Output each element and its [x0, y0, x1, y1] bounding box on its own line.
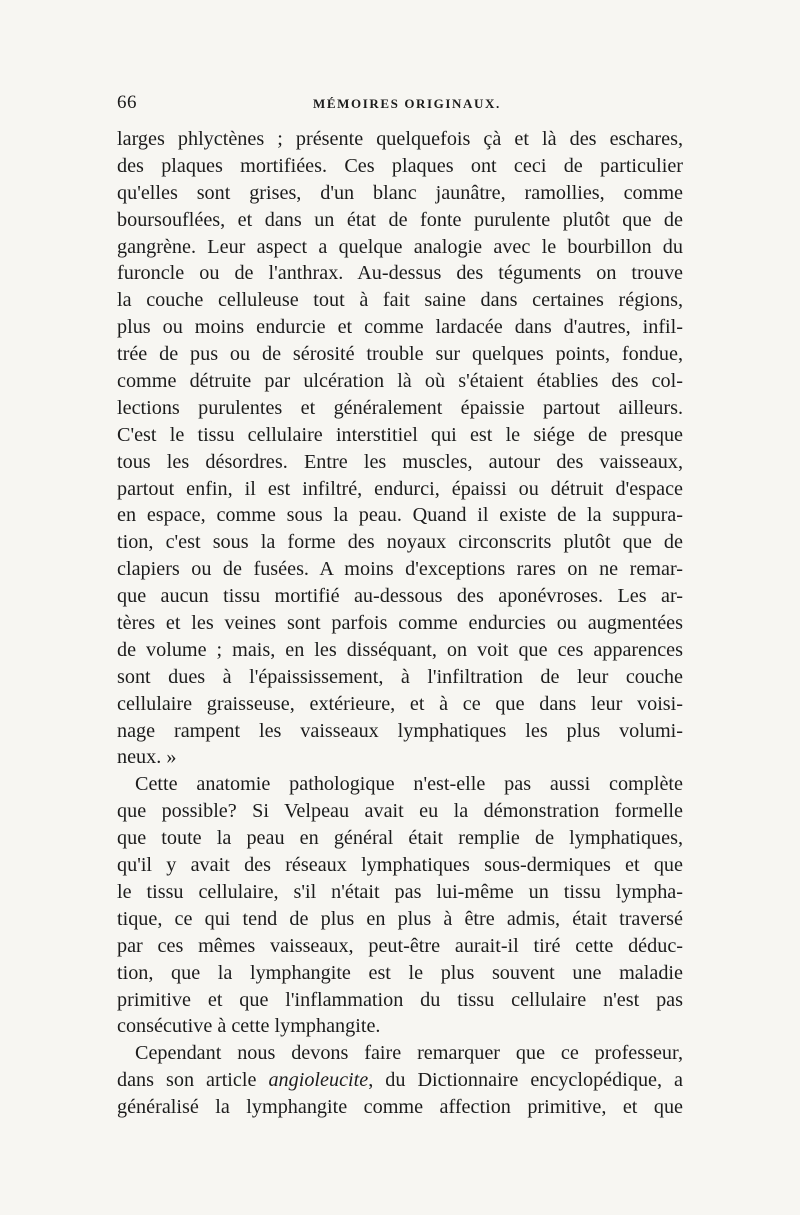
text-line: qu'il y avait des réseaux lymphatiques sous-dermiques et que: [117, 854, 683, 877]
text-line: de volume ; mais, en les disséquant, on voit que ces apparences: [117, 638, 683, 661]
text-line: larges phlyctènes ; présente quelquefois çà et là des eschares,: [117, 128, 683, 150]
text-line: plus ou moins endurcie et comme lardacée dans d'autres, infil-: [117, 316, 683, 339]
text-fragment: dans son article: [117, 1069, 257, 1092]
page-number: 66: [117, 92, 137, 113]
text-line: que aucun tissu mortifié au-dessous des aponévroses. Les ar-: [117, 585, 683, 608]
page-header: [117, 92, 683, 118]
body-text: [117, 126, 683, 1121]
text-line: en espace, comme sous la peau. Quand il existe de la suppura-: [117, 504, 683, 527]
paragraph-start-line: Cette anatomie pathologique n'est-elle pas aussi complète: [135, 773, 683, 796]
text-fragment: , du Dictionnaire encyclopédique, a: [368, 1069, 683, 1092]
text-line: que possible? Si Velpeau avait eu la démonstration formelle: [117, 800, 683, 823]
text-line: clapiers ou de fusées. A moins d'exceptions rares on ne remar-: [117, 558, 683, 581]
text-line: C'est le tissu cellulaire interstitiel qui est le siége de presque: [117, 423, 683, 446]
text-line: nage rampent les vaisseaux lymphatiques les plus volumi-: [117, 719, 683, 742]
text-line: gangrène. Leur aspect a quelque analogie avec le bourbillon du: [117, 235, 683, 258]
text-line: sont dues à l'épaississement, à l'infiltration de leur couche: [117, 665, 683, 688]
text-line: lections purulentes et généralement épaissie partout ailleurs.: [117, 396, 683, 419]
text-line: généralisé la lymphangite comme affection primitive, et que: [117, 1096, 683, 1119]
text-line: tères et les veines sont parfois comme endurcies ou augmentées: [117, 612, 683, 635]
text-line: furoncle ou de l'anthrax. Au-dessus des téguments on trouve: [117, 262, 683, 285]
text-line: partout enfin, il est infiltré, endurci, épaissi ou détruit d'espace: [117, 477, 683, 500]
paragraph-start-line: Cependant nous devons faire remarquer que ce professeur,: [135, 1042, 683, 1065]
book-page: [117, 92, 683, 1121]
text-line: trée de pus ou de sérosité trouble sur quelques points, fondue,: [117, 343, 683, 366]
italic-term: angioleucite: [268, 1069, 369, 1092]
running-title: MÉMOIRES ORIGINAUX.: [313, 96, 501, 111]
text-line: cellulaire graisseuse, extérieure, et à ce que dans leur voisi-: [117, 692, 683, 715]
text-line: par ces mêmes vaisseaux, peut-être aurait-il tiré cette déduc-: [117, 934, 683, 957]
text-line: neux. »: [117, 746, 177, 769]
text-line: qu'elles sont grises, d'un blanc jaunâtre, ramollies, comme: [117, 181, 683, 204]
text-line: la couche celluleuse tout à fait saine dans certaines régions,: [117, 289, 683, 312]
text-line: consécutive à cette lymphangite.: [117, 1015, 381, 1038]
text-line: primitive et que l'inflammation du tissu cellulaire n'est pas: [117, 988, 683, 1011]
text-line: boursouflées, et dans un état de fonte purulente plutôt que de: [117, 208, 683, 231]
text-line: tion, c'est sous la forme des noyaux circonscrits plutôt que de: [117, 531, 683, 554]
text-line: des plaques mortifiées. Ces plaques ont ceci de particulier: [117, 154, 683, 177]
text-line: tion, que la lymphangite est le plus souvent une maladie: [117, 961, 683, 984]
text-line-with-italic: [117, 1067, 683, 1094]
text-line: tous les désordres. Entre les muscles, autour des vaisseaux,: [117, 450, 683, 473]
text-line: que toute la peau en général était remplie de lymphatiques,: [117, 827, 683, 850]
text-line: comme détruite par ulcération là où s'étaient établies des col-: [117, 370, 683, 393]
text-line: le tissu cellulaire, s'il n'était pas lui-même un tissu lympha-: [117, 880, 683, 903]
text-line: tique, ce qui tend de plus en plus à être admis, était traversé: [117, 907, 683, 930]
